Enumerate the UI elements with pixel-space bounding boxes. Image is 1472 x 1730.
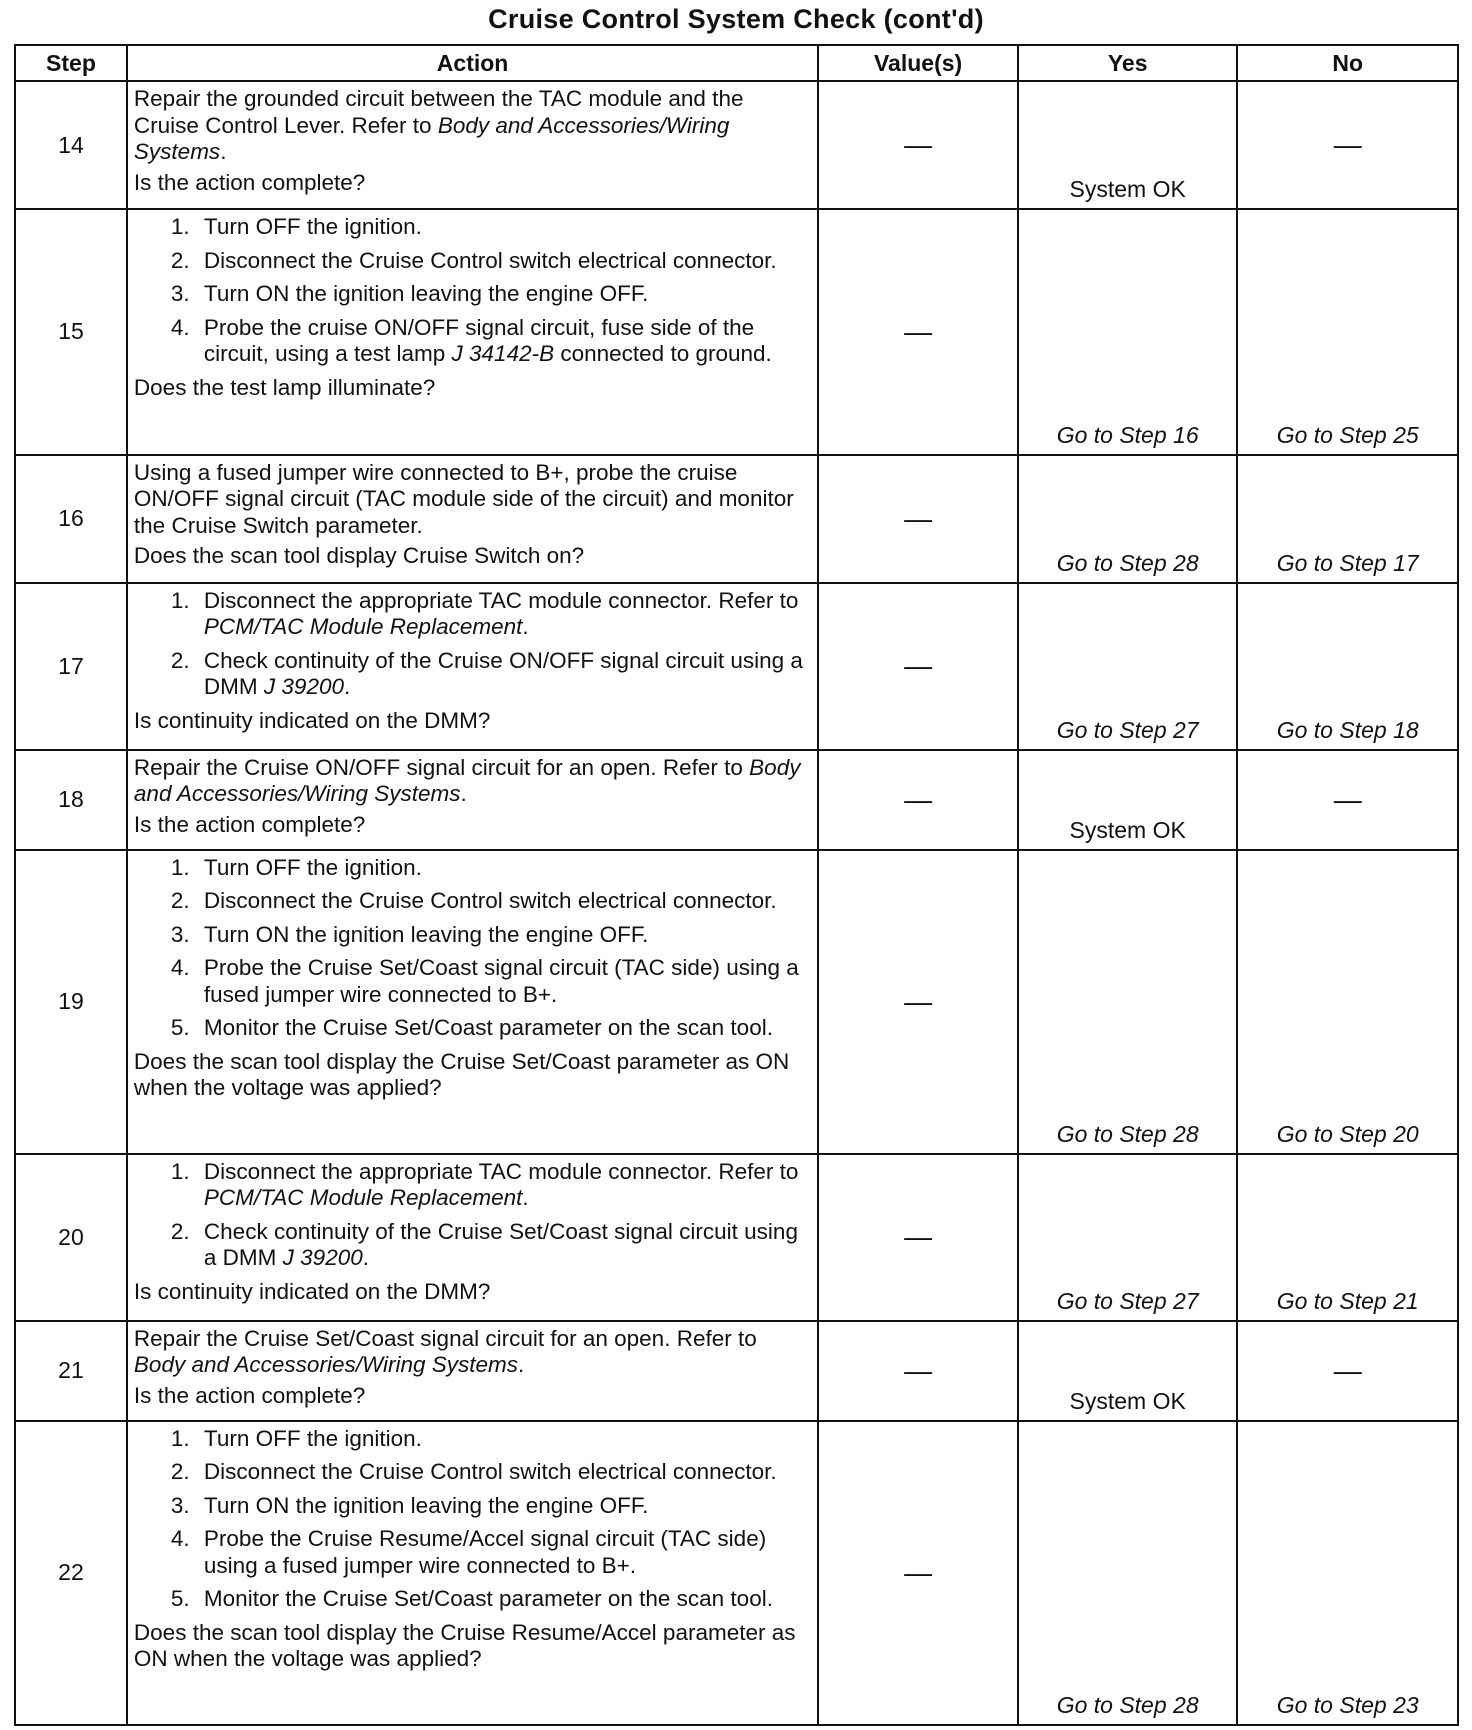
- yes-result: Go to Step 27: [1018, 583, 1237, 750]
- action-step-text: .: [362, 1245, 370, 1271]
- step-number: 21: [15, 1321, 127, 1421]
- action-question: Does the test lamp illuminate?: [133, 374, 436, 400]
- table-row: [15, 209, 1458, 455]
- action-step-text: Disconnect the Cruise Control switch electrical connector.: [203, 1459, 777, 1485]
- action-step: [196, 888, 811, 915]
- step-number: 19: [15, 850, 127, 1154]
- step-number: 14: [15, 81, 127, 209]
- action-question: Does the scan tool display the Cruise Resume/Accel parameter as ON when the voltage was applied?: [133, 1619, 796, 1672]
- action-step: [196, 1493, 811, 1520]
- action-text: [134, 755, 811, 808]
- action-header: Action: [127, 45, 818, 81]
- action-step-text: Disconnect the Cruise Control switch electrical connector.: [203, 888, 777, 914]
- action-step: [196, 588, 811, 641]
- no-result: —: [1237, 750, 1458, 850]
- action-step-text: Check continuity of the Cruise Set/Coast signal circuit using a DMM: [203, 1218, 798, 1271]
- action-cell: [127, 455, 818, 583]
- yes-header: Yes: [1018, 45, 1237, 81]
- action-cell: [127, 1421, 818, 1725]
- doc-reference: Body and Accessories/Wiring Systems: [133, 112, 730, 164]
- action-step-text: Turn ON the ignition leaving the engine OFF.: [203, 921, 649, 947]
- action-step-text: Monitor the Cruise Set/Coast parameter on the scan tool.: [203, 1586, 773, 1612]
- table-row: [15, 455, 1458, 583]
- no-header: No: [1237, 45, 1458, 81]
- action-text: [134, 86, 811, 166]
- action-step: [196, 1526, 811, 1579]
- action-step: [196, 1459, 811, 1486]
- no-result: Go to Step 21: [1237, 1154, 1458, 1321]
- action-question: Does the scan tool display Cruise Switch on?: [133, 543, 585, 569]
- doc-reference: J 39200: [263, 674, 344, 700]
- no-result: Go to Step 17: [1237, 455, 1458, 583]
- action-question: Is the action complete?: [133, 169, 366, 195]
- action-step-text: Probe the cruise ON/OFF signal circuit, fuse side of the circuit, using a test lamp: [203, 314, 755, 367]
- yes-result: Go to Step 16: [1018, 209, 1237, 455]
- action-step-text: Monitor the Cruise Set/Coast parameter on the scan tool.: [203, 1015, 773, 1041]
- doc-reference: Body and Accessories/Wiring Systems: [133, 754, 801, 807]
- yes-result: Go to Step 28: [1018, 1421, 1237, 1725]
- action-step-text: Turn ON the ignition leaving the engine OFF.: [203, 1492, 649, 1518]
- value-cell: —: [818, 850, 1018, 1154]
- table-row: [15, 750, 1458, 850]
- action-question: Is the action complete?: [133, 811, 366, 837]
- table-row: [15, 1421, 1458, 1725]
- action-step: [196, 214, 811, 241]
- action-step: [196, 922, 811, 949]
- yes-result: System OK: [1018, 81, 1237, 209]
- action-step: [196, 955, 811, 1008]
- step-header: Step: [15, 45, 127, 81]
- action-question: Is continuity indicated on the DMM?: [133, 1278, 491, 1304]
- action-steps: [134, 1159, 811, 1272]
- value-cell: —: [818, 1154, 1018, 1321]
- action-text-part: Repair the Cruise ON/OFF signal circuit for an open. Refer to: [133, 754, 750, 780]
- action-step-text: Turn ON the ignition leaving the engine OFF.: [203, 281, 649, 307]
- value-cell: —: [818, 455, 1018, 583]
- step-number: 17: [15, 583, 127, 750]
- no-result: —: [1237, 1321, 1458, 1421]
- value-cell: —: [818, 750, 1018, 850]
- action-question: Does the scan tool display the Cruise Set/Coast parameter as ON when the voltage was applied?: [133, 1048, 790, 1101]
- action-text: [134, 460, 811, 540]
- action-step-text: connected to ground.: [554, 341, 772, 367]
- step-number: 15: [15, 209, 127, 455]
- doc-reference: J 39200: [282, 1245, 363, 1271]
- action-step: [196, 281, 811, 308]
- values-header: Value(s): [818, 45, 1018, 81]
- action-text-part: .: [220, 139, 227, 164]
- yes-result: System OK: [1018, 1321, 1237, 1421]
- action-step-text: Turn OFF the ignition.: [203, 214, 422, 240]
- action-steps: [134, 855, 811, 1042]
- action-step-text: Probe the Cruise Resume/Accel signal circuit (TAC side) using a fused jumper wire connected to B+.: [203, 1526, 767, 1578]
- value-cell: —: [818, 1321, 1018, 1421]
- action-cell: [127, 1321, 818, 1421]
- doc-reference: Body and Accessories/Wiring Systems: [133, 1352, 519, 1378]
- table-row: [15, 850, 1458, 1154]
- action-step-text: .: [344, 674, 351, 700]
- step-number: 22: [15, 1421, 127, 1725]
- action-steps: [134, 214, 811, 368]
- yes-result: System OK: [1018, 750, 1237, 850]
- action-step-text: .: [522, 1185, 529, 1211]
- step-number: 18: [15, 750, 127, 850]
- action-step: [196, 1159, 811, 1212]
- action-step-text: .: [522, 614, 529, 640]
- table-row: [15, 1321, 1458, 1421]
- action-step: [196, 1219, 811, 1272]
- action-text-part: Repair the grounded circuit between the TAC module and the Cruise Control Lever. Refer to: [133, 86, 744, 138]
- action-text: [134, 1326, 811, 1379]
- action-step: [196, 1586, 811, 1613]
- action-steps: [134, 1426, 811, 1613]
- table-row: [15, 81, 1458, 209]
- action-step-text: Probe the Cruise Set/Coast signal circuit (TAC side) using a fused jumper wire connected to B+.: [203, 955, 799, 1007]
- step-number: 20: [15, 1154, 127, 1321]
- yes-result: Go to Step 27: [1018, 1154, 1237, 1321]
- action-text-part: Using a fused jumper wire connected to B+, probe the cruise ON/OFF signal circuit (TAC module side of the circuit) and monitor the Cruise Switch parameter.: [133, 459, 794, 538]
- value-cell: —: [818, 1421, 1018, 1725]
- no-result: Go to Step 25: [1237, 209, 1458, 455]
- action-cell: [127, 750, 818, 850]
- action-cell: [127, 1154, 818, 1321]
- action-cell: [127, 209, 818, 455]
- action-step: [196, 1426, 811, 1453]
- action-text-part: Repair the Cruise Set/Coast signal circuit for an open. Refer to: [133, 1325, 757, 1351]
- yes-result: Go to Step 28: [1018, 455, 1237, 583]
- doc-reference: PCM/TAC Module Replacement: [203, 614, 523, 640]
- table-row: [15, 583, 1458, 750]
- action-step: [196, 1015, 811, 1042]
- yes-result: Go to Step 28: [1018, 850, 1237, 1154]
- action-step-text: Disconnect the appropriate TAC module connector. Refer to: [203, 1158, 799, 1184]
- header-row: [15, 45, 1458, 81]
- action-step: [196, 315, 811, 368]
- action-step-text: Check continuity of the Cruise ON/OFF signal circuit using a DMM: [203, 647, 803, 700]
- action-step-text: Turn OFF the ignition.: [203, 1425, 422, 1451]
- value-cell: —: [818, 209, 1018, 455]
- action-cell: [127, 850, 818, 1154]
- action-cell: [127, 81, 818, 209]
- action-step: [196, 855, 811, 882]
- value-cell: —: [818, 81, 1018, 209]
- action-text-part: .: [460, 781, 467, 807]
- page-title: Cruise Control System Check (cont'd): [488, 4, 984, 34]
- action-cell: [127, 583, 818, 750]
- action-step-text: Disconnect the Cruise Control switch electrical connector.: [203, 247, 777, 273]
- value-cell: —: [818, 583, 1018, 750]
- no-result: Go to Step 23: [1237, 1421, 1458, 1725]
- no-result: —: [1237, 81, 1458, 209]
- action-question: Is continuity indicated on the DMM?: [133, 707, 491, 733]
- table-row: [15, 1154, 1458, 1321]
- action-question: Is the action complete?: [133, 1382, 366, 1408]
- no-result: Go to Step 20: [1237, 850, 1458, 1154]
- action-steps: [134, 588, 811, 701]
- action-step-text: Disconnect the appropriate TAC module connector. Refer to: [203, 587, 799, 613]
- doc-reference: PCM/TAC Module Replacement: [203, 1185, 523, 1211]
- action-step: [196, 648, 811, 701]
- action-step-text: Turn OFF the ignition.: [203, 854, 422, 880]
- action-step: [196, 248, 811, 275]
- doc-reference: J 34142-B: [451, 341, 555, 367]
- no-result: Go to Step 18: [1237, 583, 1458, 750]
- diagnostic-table: [14, 44, 1459, 1726]
- table-body: [15, 81, 1458, 1725]
- action-text-part: .: [518, 1352, 525, 1378]
- step-number: 16: [15, 455, 127, 583]
